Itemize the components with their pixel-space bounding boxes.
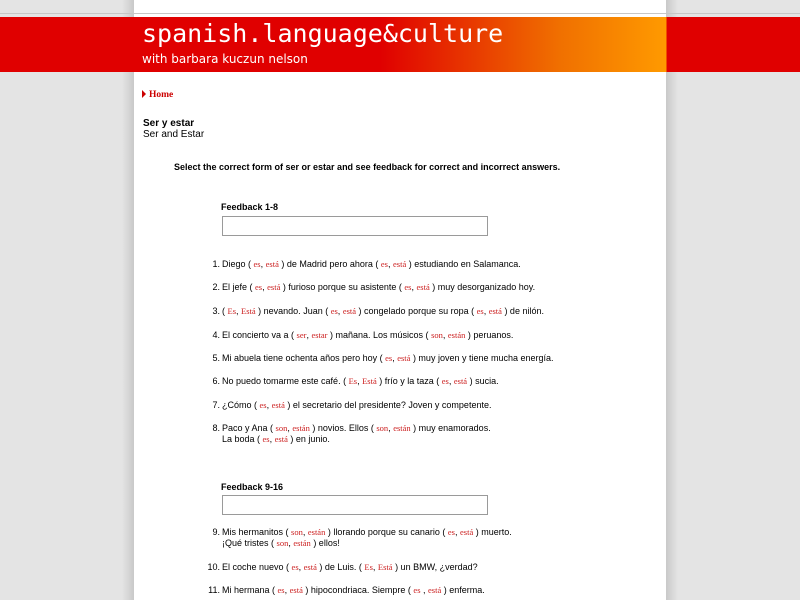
question-fragment: ) de Luis. (: [316, 562, 365, 572]
question-number: 9.: [212, 527, 220, 537]
question-fragment: ,: [372, 562, 378, 572]
question-fragment: ,: [392, 353, 398, 363]
question-fragment: ,: [442, 330, 448, 340]
answer-choice[interactable]: Está: [241, 306, 256, 316]
question-text-continued: [206, 538, 512, 549]
question-text: [222, 400, 491, 410]
question-fragment: ¿Cómo (: [222, 400, 260, 410]
answer-choice[interactable]: Está: [362, 376, 377, 386]
question-fragment: ) muy desorganizado hoy.: [429, 282, 536, 292]
answer-choice[interactable]: es: [262, 434, 270, 444]
question-fragment: ) ellos!: [310, 538, 340, 548]
question-fragment: ,: [388, 423, 394, 433]
answer-choice[interactable]: están: [447, 330, 466, 340]
feedback-field-1-8[interactable]: [222, 216, 488, 236]
question-fragment: El coche nuevo (: [222, 562, 292, 572]
question-fragment: ) de Madrid pero ahora (: [278, 259, 381, 269]
question-fragment: ,: [420, 585, 429, 595]
site-title: spanish.language&culture: [142, 19, 504, 48]
answer-choice[interactable]: es: [385, 353, 393, 363]
page-shadow-right: [666, 0, 678, 600]
question-fragment: ,: [236, 306, 242, 316]
answer-choice[interactable]: está: [453, 376, 468, 386]
answer-choice[interactable]: son: [275, 423, 288, 433]
answer-choice[interactable]: es: [404, 282, 412, 292]
question-item: [206, 306, 544, 317]
feedback-label-9-16: Feedback 9-16: [221, 482, 284, 492]
question-fragment: ) sucia.: [467, 376, 499, 386]
question-item: [206, 353, 554, 364]
question-fragment: ,: [388, 259, 394, 269]
answer-choice[interactable]: están: [307, 527, 326, 537]
question-item: [206, 527, 512, 549]
question-fragment: ,: [284, 585, 290, 595]
answer-choice[interactable]: Es: [227, 306, 236, 316]
question-fragment: Mis hermanitos (: [222, 527, 292, 537]
question-fragment: ) congelado porque su ropa (: [356, 306, 477, 316]
answer-choice[interactable]: está: [460, 527, 474, 537]
question-fragment: ,: [306, 330, 312, 340]
question-fragment: ) muy enamorados.: [410, 423, 491, 433]
answer-choice[interactable]: están: [292, 423, 310, 433]
answer-choice[interactable]: está: [267, 282, 281, 292]
question-fragment: El jefe (: [222, 282, 256, 292]
question-fragment: ) mañana. Los músicos (: [327, 330, 432, 340]
question-fragment: ) nevando. Juan (: [255, 306, 331, 316]
answer-choice[interactable]: Está: [377, 562, 393, 572]
answer-choice[interactable]: es: [380, 259, 388, 269]
question-number: 7.: [212, 400, 220, 410]
question-fragment: ) llorando porque su canario (: [325, 527, 448, 537]
answer-choice[interactable]: está: [303, 562, 317, 572]
site-subtitle: with barbara kuczun nelson: [142, 52, 308, 66]
question-fragment: ,: [455, 527, 461, 537]
question-number: 1.: [212, 259, 220, 269]
question-fragment: ,: [266, 400, 272, 410]
answer-choice[interactable]: está: [428, 585, 442, 595]
question-text: [222, 259, 521, 269]
answer-choice[interactable]: es: [259, 400, 267, 410]
question-fragment: ) furioso porque su asistente (: [280, 282, 405, 292]
question-fragment: El concierto va a (: [222, 330, 297, 340]
question-fragment: ,: [302, 527, 308, 537]
instructions: Select the correct form of ser or estar and see feedback for correct and incorrect answers.: [174, 162, 561, 172]
feedback-field-9-16[interactable]: [222, 495, 488, 515]
question-fragment: ,: [448, 376, 454, 386]
question-number: 2.: [212, 282, 220, 292]
question-fragment: ,: [287, 423, 293, 433]
answer-choice[interactable]: son: [276, 538, 289, 548]
question-fragment: Mi hermana (: [222, 585, 278, 595]
question-text: [222, 306, 544, 316]
question-number: 5.: [212, 353, 220, 363]
question-text: [222, 353, 554, 363]
question-fragment: ,: [269, 434, 275, 444]
answer-choice[interactable]: están: [293, 538, 311, 548]
answer-choice[interactable]: es: [413, 585, 421, 595]
question-number: 11.: [208, 585, 220, 595]
answer-choice[interactable]: está: [393, 259, 407, 269]
question-fragment: (: [222, 306, 228, 316]
question-text: [222, 282, 535, 292]
question-text: [222, 423, 491, 433]
question-fragment: ) el secretario del presidente? Joven y competente.: [284, 400, 492, 410]
answer-choice[interactable]: está: [416, 282, 430, 292]
question-item: [206, 330, 513, 341]
answer-choice[interactable]: es: [253, 259, 261, 269]
feedback-label-1-8: Feedback 1-8: [221, 202, 279, 212]
answer-choice[interactable]: están: [393, 423, 411, 433]
question-fragment: ,: [411, 282, 417, 292]
question-text: [222, 585, 485, 595]
question-fragment: La boda (: [222, 434, 263, 444]
question-fragment: ,: [288, 538, 294, 548]
question-item: [206, 400, 491, 411]
answer-choice[interactable]: es: [476, 306, 484, 316]
answer-choice[interactable]: está: [488, 306, 502, 316]
top-divider: [0, 13, 800, 14]
question-fragment: ) frío y la taza (: [376, 376, 442, 386]
page-subheading: Ser and Estar: [143, 129, 205, 140]
question-fragment: ) estudiando en Salamanca.: [406, 259, 521, 269]
home-link[interactable]: [142, 90, 173, 100]
answer-choice[interactable]: está: [271, 400, 285, 410]
question-text: [222, 562, 478, 572]
question-fragment: ) muerto.: [473, 527, 512, 537]
answer-choice[interactable]: está: [342, 306, 357, 316]
question-number: 3.: [212, 306, 220, 316]
answer-choice[interactable]: estar: [311, 330, 328, 340]
question-fragment: ) de nilón.: [501, 306, 544, 316]
answer-choice[interactable]: son: [291, 527, 303, 537]
answer-choice[interactable]: es: [330, 306, 338, 316]
arrow-right-icon: [142, 90, 146, 98]
answer-choice[interactable]: es: [291, 562, 299, 572]
question-fragment: ,: [262, 282, 268, 292]
question-item: [206, 562, 478, 573]
answer-choice[interactable]: ser: [296, 330, 307, 340]
answer-choice[interactable]: está: [289, 585, 303, 595]
question-number: 10.: [207, 562, 220, 572]
question-fragment: ,: [298, 562, 304, 572]
answer-choice[interactable]: Es: [348, 376, 358, 386]
question-item: [206, 585, 485, 596]
question-fragment: ) peruanos.: [465, 330, 514, 340]
answer-choice[interactable]: son: [431, 330, 443, 340]
answer-choice[interactable]: es: [255, 282, 263, 292]
question-fragment: No puedo tomarme este café. (: [222, 376, 349, 386]
answer-choice[interactable]: Es: [364, 562, 373, 572]
question-item: [206, 423, 491, 445]
question-text: [222, 527, 512, 537]
question-fragment: ,: [357, 376, 363, 386]
question-number: 4.: [212, 330, 220, 340]
question-fragment: ) muy joven y tiene mucha energía.: [410, 353, 554, 363]
answer-choice[interactable]: está: [397, 353, 411, 363]
answer-choice[interactable]: está: [265, 259, 279, 269]
question-fragment: ¡Qué tristes (: [222, 538, 277, 548]
question-item: [206, 259, 521, 270]
question-number: 6.: [212, 376, 220, 386]
question-fragment: ) enferma.: [441, 585, 485, 595]
answer-choice[interactable]: está: [274, 434, 288, 444]
answer-choice[interactable]: es: [441, 376, 449, 386]
answer-choice[interactable]: es: [277, 585, 285, 595]
question-fragment: Paco y Ana (: [222, 423, 276, 433]
question-fragment: Diego (: [222, 259, 254, 269]
page-heading: Ser y estar: [143, 118, 195, 129]
question-item: [206, 376, 499, 387]
question-fragment: ,: [337, 306, 343, 316]
question-number: 8.: [212, 423, 220, 433]
question-fragment: ) un BMW, ¿verdad?: [392, 562, 478, 572]
question-text: [222, 376, 499, 386]
question-fragment: ) novios. Ellos (: [309, 423, 377, 433]
answer-choice[interactable]: es: [447, 527, 455, 537]
question-fragment: ) en junio.: [287, 434, 330, 444]
question-item: [206, 282, 535, 293]
question-fragment: ,: [483, 306, 489, 316]
question-text: [222, 330, 513, 340]
question-text-continued: [206, 434, 491, 445]
home-link-label: Home: [149, 90, 174, 100]
page-shadow-left: [122, 0, 134, 600]
answer-choice[interactable]: son: [376, 423, 389, 433]
question-fragment: ) hipocondriaca. Siempre (: [302, 585, 414, 595]
question-fragment: ,: [260, 259, 266, 269]
question-fragment: Mi abuela tiene ochenta años pero hoy (: [222, 353, 386, 363]
